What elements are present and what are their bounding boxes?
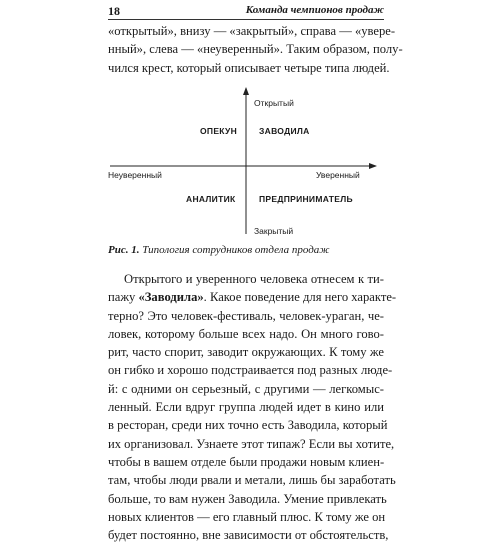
axis-label-right: Уверенный xyxy=(316,170,360,180)
main-line: й: с одними он серьезный, с другими — легкомыс- xyxy=(108,381,384,396)
intro-line: чился крест, который описывает четыре типа людей. xyxy=(108,60,390,75)
main-line: рит, часто спорит, заводит окружающих. К тому же xyxy=(108,345,384,360)
axis-label-top: Открытый xyxy=(254,98,294,108)
main-line: будет постоянно, вне зависимости от обстоятельств, xyxy=(108,528,389,543)
quadrant-top-left: ОПЕКУН xyxy=(200,126,238,136)
quadrant-top-right: ЗАВОДИЛА xyxy=(259,126,310,136)
main-line: там, чтобы люди рвали и метали, лишь бы заработать xyxy=(108,473,396,488)
intro-line: нный», слева — «неуверенный». Таким образом, полу- xyxy=(108,42,403,57)
main-line: ленный. Если вдруг группа людей идет в кино или xyxy=(108,400,384,415)
axes-svg xyxy=(108,86,384,238)
figure-caption xyxy=(108,244,384,256)
quadrant-bottom-right: ПРЕДПРИНИМАТЕЛЬ xyxy=(259,194,353,204)
main-line: терно? Это человек-фестиваль, человек-ураган, че- xyxy=(108,308,384,323)
main-line: их организовал. Узнаете этот типаж? Если вы хотите, xyxy=(108,436,395,451)
main-line: ловек, которому больше всех надо. Он много гово- xyxy=(108,326,384,341)
main-line: в ресторан, среди них точно есть Заводила, который xyxy=(108,418,388,433)
page-header xyxy=(108,4,384,18)
main-line: Открытого и уверенного человека отнесем к ти- xyxy=(124,272,384,286)
axis-label-bottom: Закрытый xyxy=(254,226,294,236)
quadrant-bottom-left: АНАЛИТИК xyxy=(186,194,236,204)
main-line: чтобы в вашем отделе были продажи новым клиен- xyxy=(108,454,385,469)
intro-line: «открытый», внизу — «закрытый», справа — «увере- xyxy=(108,24,396,38)
axis-label-left: Неуверенный xyxy=(108,170,162,180)
page-number: 18 xyxy=(108,4,120,18)
caption-prefix: Рис. 1. xyxy=(108,244,140,256)
typology-diagram xyxy=(108,86,384,238)
main-paragraph xyxy=(108,270,397,544)
main-line: новых клиентов — его главный плюс. К тому же он xyxy=(108,509,386,524)
header-rule xyxy=(108,19,384,20)
main-line: пажу «Заводила». Какое поведение для него характе- xyxy=(108,290,397,305)
main-line: больше, то вам нужен Заводила. Умение привлекать xyxy=(108,491,387,506)
running-title: Команда чемпионов продаж xyxy=(245,4,384,16)
caption-text: Типология сотрудников отдела продаж xyxy=(142,244,330,256)
intro-paragraph xyxy=(108,22,403,77)
main-line: он гибко и хорошо подстраивается под разных люде- xyxy=(108,363,393,378)
